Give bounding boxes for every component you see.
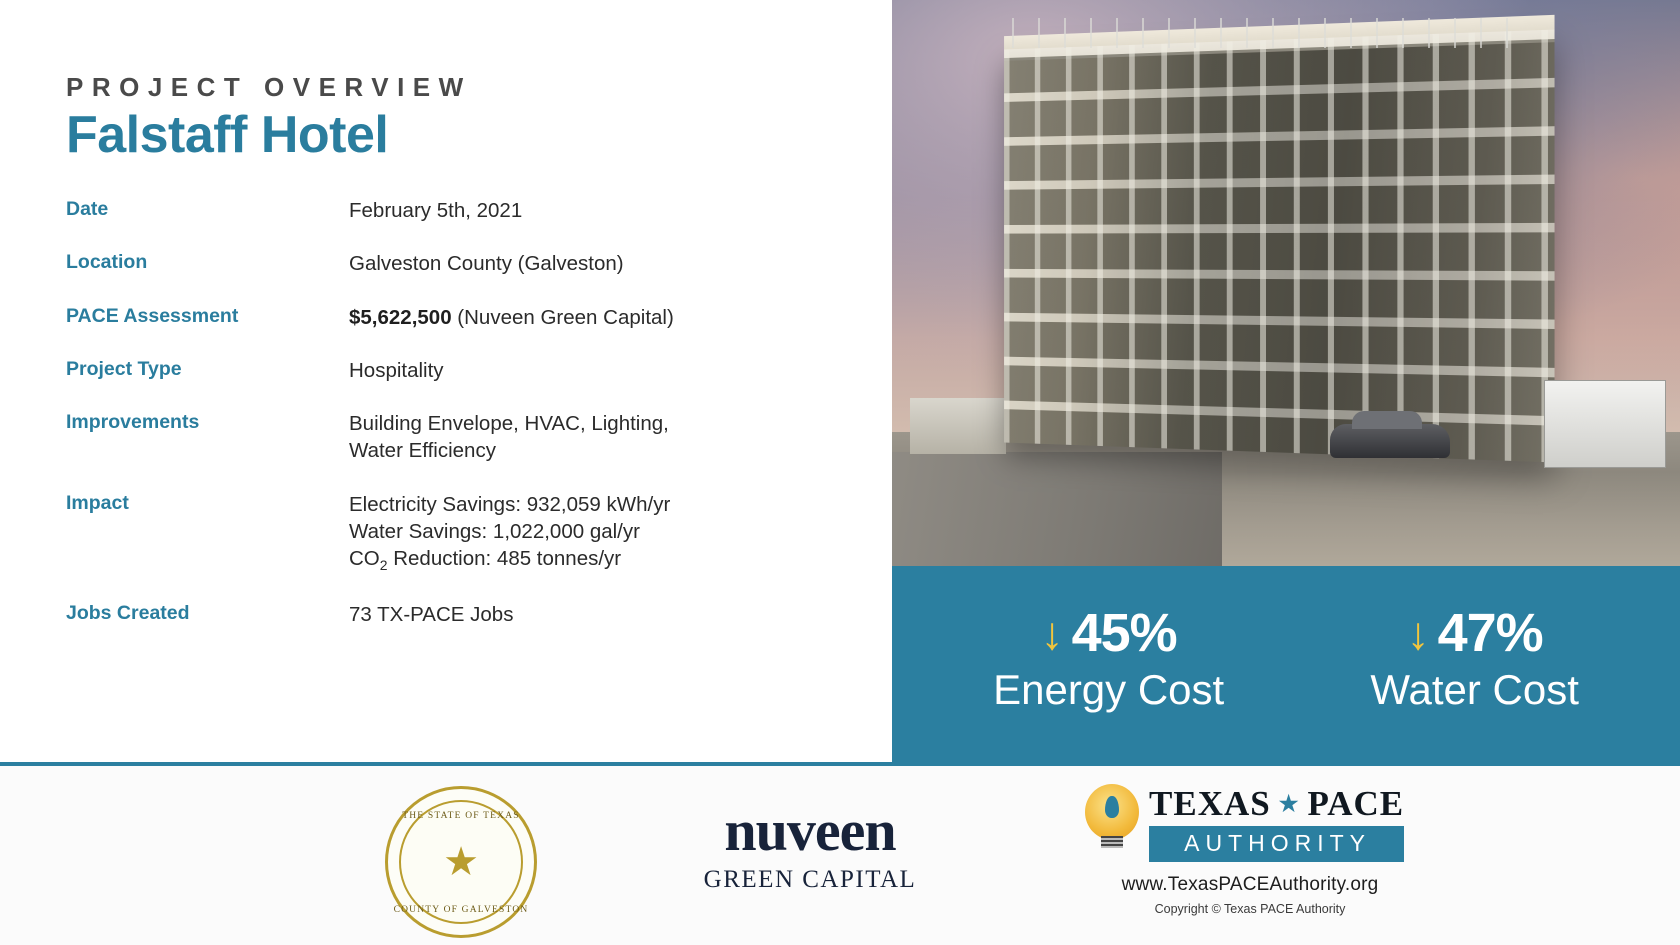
stat-energy-top xyxy=(993,602,1224,663)
stat-energy-cost xyxy=(993,602,1225,714)
stat-energy-label: Energy Cost xyxy=(993,665,1225,713)
copyright-text: Copyright © Texas PACE Authority xyxy=(1154,902,1346,916)
photo-road xyxy=(892,452,1222,566)
nuveen-wordmark: nuveen xyxy=(724,798,896,863)
stat-water-cost xyxy=(1370,602,1579,714)
texas-pace-authority-logo xyxy=(1085,784,1415,916)
stat-water-top xyxy=(1370,602,1578,663)
down-arrow-icon: ↓ xyxy=(1406,606,1430,659)
tpa-wordmark xyxy=(1149,784,1404,862)
tpa-pace-text: PACE xyxy=(1307,784,1405,823)
fact-value-pace-assessment xyxy=(349,304,856,357)
co2-prefix: CO xyxy=(349,547,380,570)
tpa-texas-text: TEXAS xyxy=(1149,784,1271,823)
project-photo xyxy=(892,0,1680,566)
tpa-website-url[interactable]: www.TexasPACEAuthority.org xyxy=(1121,874,1379,895)
photo-building-scaffolding xyxy=(1004,30,1554,463)
photo-box-truck xyxy=(1544,380,1666,468)
tpa-top-line xyxy=(1149,786,1404,821)
co2-rest: Reduction: 485 tonnes/yr xyxy=(387,547,622,570)
fact-label-location: Location xyxy=(66,251,148,274)
fact-label-improvements: Improvements xyxy=(66,411,200,433)
photo-adjacent-building xyxy=(910,398,1006,454)
table-row xyxy=(66,410,856,491)
improvements-line-2: Water Efficiency xyxy=(349,439,496,463)
media-panel xyxy=(892,0,1680,762)
seal-star-icon: ★ xyxy=(443,840,479,884)
fact-label-date: Date xyxy=(66,198,109,220)
texas-county-seal-icon xyxy=(385,786,537,938)
footer-logos xyxy=(0,766,1680,945)
stat-water-percent: 47% xyxy=(1437,602,1543,663)
impact-electricity-savings: Electricity Savings: 932,059 kWh/yr xyxy=(349,492,671,516)
tpa-mark xyxy=(1085,784,1415,862)
fact-label-jobs-created: Jobs Created xyxy=(66,601,190,624)
stat-energy-percent: 45% xyxy=(1071,602,1177,663)
table-row xyxy=(66,357,856,410)
table-row xyxy=(66,601,856,654)
fact-value-jobs-created: 73 TX-PACE Jobs xyxy=(349,602,514,626)
table-row xyxy=(66,304,856,357)
fact-value-project-type: Hospitality xyxy=(349,358,444,382)
page-title: Falstaff Hotel xyxy=(66,106,389,164)
pace-amount: $5,622,500 xyxy=(349,305,452,329)
seal-bottom-text: COUNTY OF GALVESTON xyxy=(393,905,529,915)
table-row xyxy=(66,491,856,601)
down-arrow-icon: ↓ xyxy=(1040,606,1064,659)
tpa-authority-text: AUTHORITY xyxy=(1149,826,1404,862)
seal-top-text: THE STATE OF TEXAS xyxy=(402,811,520,821)
stat-water-label: Water Cost xyxy=(1370,665,1579,713)
impact-water-savings: Water Savings: 1,022,000 gal/yr xyxy=(349,519,640,543)
co2-subscript: 2 xyxy=(379,557,388,574)
photo-roof-scaffolding xyxy=(1012,18,1512,48)
nuveen-tagline: GREEN CAPITAL xyxy=(703,866,917,893)
lightbulb-base-icon xyxy=(1101,836,1123,848)
savings-stats-band xyxy=(892,566,1680,762)
fact-label-impact: Impact xyxy=(66,491,129,514)
fact-label-project-type: Project Type xyxy=(66,357,182,380)
nuveen-logo xyxy=(660,798,960,894)
lightbulb-waterdrop-icon xyxy=(1085,784,1139,840)
table-row xyxy=(66,250,856,303)
project-facts-table xyxy=(66,197,856,654)
fact-value-impact xyxy=(349,491,856,601)
fact-value-improvements xyxy=(349,410,856,491)
pace-provider: (Nuveen Green Capital) xyxy=(451,305,674,329)
tpa-star-icon: ★ xyxy=(1278,790,1300,816)
table-row xyxy=(66,197,856,250)
details-panel xyxy=(0,0,892,762)
fact-label-pace-assessment: PACE Assessment xyxy=(66,304,239,327)
page-eyebrow: PROJECT OVERVIEW xyxy=(66,72,472,102)
improvements-line-1: Building Envelope, HVAC, Lighting, xyxy=(349,412,669,435)
fact-value-location: Galveston County (Galveston) xyxy=(349,252,624,276)
fact-value-date: February 5th, 2021 xyxy=(349,199,523,222)
photo-hotel-under-construction xyxy=(1004,30,1554,463)
photo-parked-car xyxy=(1330,424,1450,458)
impact-co2-reduction xyxy=(349,545,856,575)
